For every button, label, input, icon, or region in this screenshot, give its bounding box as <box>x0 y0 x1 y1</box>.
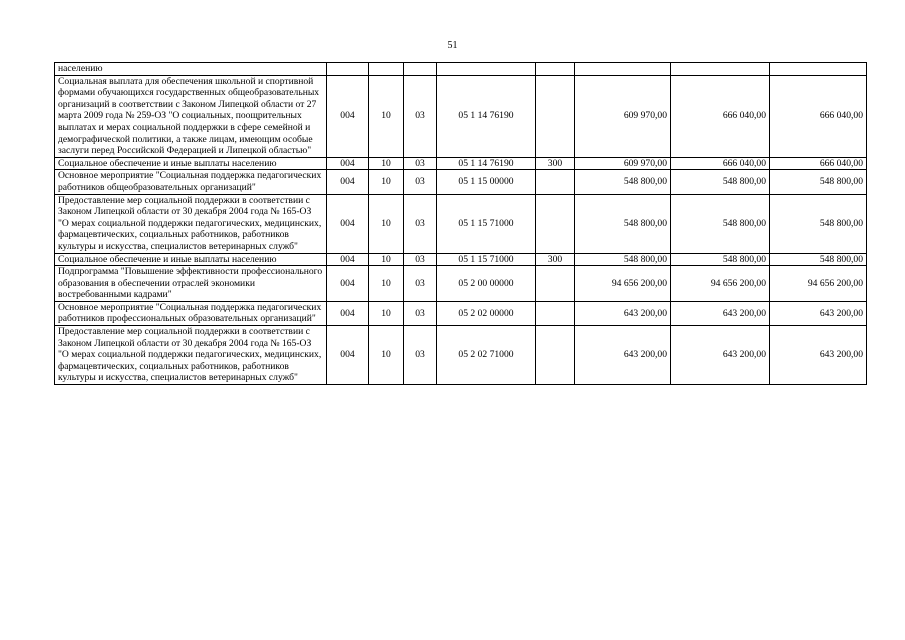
target-code-cell: 05 1 15 00000 <box>437 170 536 194</box>
target-code-cell: 05 2 00 00000 <box>437 266 536 302</box>
item-name-cell: Основное мероприятие "Социальная поддержка педагогических работников общеобразовательных организаций" <box>55 170 327 194</box>
amount-year3-cell: 643 200,00 <box>770 301 867 325</box>
section-code-cell: 10 <box>369 253 404 266</box>
amount-year3-cell: 666 040,00 <box>770 75 867 157</box>
amount-year2-cell: 666 040,00 <box>671 75 770 157</box>
admin-code-cell: 004 <box>327 170 369 194</box>
section-code-cell: 10 <box>369 75 404 157</box>
amount-year3-cell <box>770 63 867 76</box>
admin-code-cell <box>327 63 369 76</box>
target-code-cell: 05 1 14 76190 <box>437 75 536 157</box>
target-code-cell: 05 2 02 00000 <box>437 301 536 325</box>
amount-year3-cell: 94 656 200,00 <box>770 266 867 302</box>
target-code-cell <box>437 63 536 76</box>
amount-year2-cell: 643 200,00 <box>671 301 770 325</box>
expense-type-cell <box>536 266 575 302</box>
subsection-code-cell: 03 <box>404 157 437 170</box>
target-code-cell: 05 2 02 71000 <box>437 326 536 385</box>
expense-type-cell <box>536 326 575 385</box>
amount-year1-cell: 548 800,00 <box>575 253 671 266</box>
item-name-cell: Основное мероприятие "Социальная поддержка педагогических работников профессиональных образовательных организаций" <box>55 301 327 325</box>
amount-year1-cell: 609 970,00 <box>575 75 671 157</box>
item-name-cell: Предоставление мер социальной поддержки в соответствии с Законом Липецкой области от 30 декабря 2004 года № 165-ОЗ "О мерах социальной поддержки педагогических, медицинских, фармацевтических, социальных работников, работников культуры и искусства, специалистов ветеринарных служб" <box>55 326 327 385</box>
item-name-cell: населению <box>55 63 327 76</box>
subsection-code-cell: 03 <box>404 253 437 266</box>
subsection-code-cell: 03 <box>404 326 437 385</box>
expense-type-cell <box>536 194 575 253</box>
amount-year3-cell: 643 200,00 <box>770 326 867 385</box>
table-row <box>55 326 867 385</box>
expense-type-cell <box>536 170 575 194</box>
expense-type-cell: 300 <box>536 253 575 266</box>
subsection-code-cell: 03 <box>404 266 437 302</box>
amount-year2-cell: 94 656 200,00 <box>671 266 770 302</box>
target-code-cell: 05 1 15 71000 <box>437 194 536 253</box>
expense-type-cell <box>536 63 575 76</box>
item-name-cell: Предоставление мер социальной поддержки в соответствии с Законом Липецкой области от 30 декабря 2004 года № 165-ОЗ "О мерах социальной поддержки педагогических, медицинских, фармацевтических, социальных работников, работников культуры и искусства, специалистов ветеринарных служб" <box>55 194 327 253</box>
amount-year3-cell: 548 800,00 <box>770 170 867 194</box>
table-row <box>55 253 867 266</box>
amount-year3-cell: 548 800,00 <box>770 194 867 253</box>
section-code-cell <box>369 63 404 76</box>
section-code-cell: 10 <box>369 170 404 194</box>
item-name-cell: Подпрограмма "Повышение эффективности профессионального образования в обеспечении отраслей экономики востребованными кадрами" <box>55 266 327 302</box>
subsection-code-cell: 03 <box>404 170 437 194</box>
subsection-code-cell <box>404 63 437 76</box>
section-code-cell: 10 <box>369 194 404 253</box>
subsection-code-cell: 03 <box>404 75 437 157</box>
target-code-cell: 05 1 15 71000 <box>437 253 536 266</box>
amount-year1-cell: 94 656 200,00 <box>575 266 671 302</box>
amount-year2-cell: 643 200,00 <box>671 326 770 385</box>
section-code-cell: 10 <box>369 326 404 385</box>
admin-code-cell: 004 <box>327 157 369 170</box>
amount-year2-cell: 666 040,00 <box>671 157 770 170</box>
section-code-cell: 10 <box>369 301 404 325</box>
amount-year1-cell: 643 200,00 <box>575 301 671 325</box>
amount-year1-cell: 548 800,00 <box>575 194 671 253</box>
table-row <box>55 63 867 76</box>
amount-year1-cell: 643 200,00 <box>575 326 671 385</box>
budget-table <box>54 62 867 385</box>
target-code-cell: 05 1 14 76190 <box>437 157 536 170</box>
expense-type-cell: 300 <box>536 157 575 170</box>
amount-year2-cell: 548 800,00 <box>671 253 770 266</box>
expense-type-cell <box>536 301 575 325</box>
amount-year1-cell <box>575 63 671 76</box>
subsection-code-cell: 03 <box>404 301 437 325</box>
section-code-cell: 10 <box>369 266 404 302</box>
admin-code-cell: 004 <box>327 301 369 325</box>
table-row <box>55 194 867 253</box>
amount-year1-cell: 609 970,00 <box>575 157 671 170</box>
amount-year1-cell: 548 800,00 <box>575 170 671 194</box>
item-name-cell: Социальная выплата для обеспечения школьной и спортивной формами обучающихся государственных общеобразовательных организаций в соответствии с Законом Липецкой области от 27 марта 2009 года № 259-ОЗ "О социальных, поощрительных выплатах и мерах социальной поддержки в сфере семейной и демографической политики, а также лицам, имеющим особые заслуги перед Российской Федерацией и Липецкой областью" <box>55 75 327 157</box>
expense-type-cell <box>536 75 575 157</box>
admin-code-cell: 004 <box>327 253 369 266</box>
table-row <box>55 170 867 194</box>
table-row <box>55 301 867 325</box>
amount-year3-cell: 666 040,00 <box>770 157 867 170</box>
amount-year2-cell <box>671 63 770 76</box>
item-name-cell: Социальное обеспечение и иные выплаты населению <box>55 253 327 266</box>
table-row <box>55 266 867 302</box>
page-number: 51 <box>447 40 458 51</box>
admin-code-cell: 004 <box>327 266 369 302</box>
table-row <box>55 157 867 170</box>
table-row <box>55 75 867 157</box>
admin-code-cell: 004 <box>327 75 369 157</box>
subsection-code-cell: 03 <box>404 194 437 253</box>
admin-code-cell: 004 <box>327 194 369 253</box>
item-name-cell: Социальное обеспечение и иные выплаты населению <box>55 157 327 170</box>
admin-code-cell: 004 <box>327 326 369 385</box>
amount-year2-cell: 548 800,00 <box>671 170 770 194</box>
amount-year2-cell: 548 800,00 <box>671 194 770 253</box>
section-code-cell: 10 <box>369 157 404 170</box>
amount-year3-cell: 548 800,00 <box>770 253 867 266</box>
